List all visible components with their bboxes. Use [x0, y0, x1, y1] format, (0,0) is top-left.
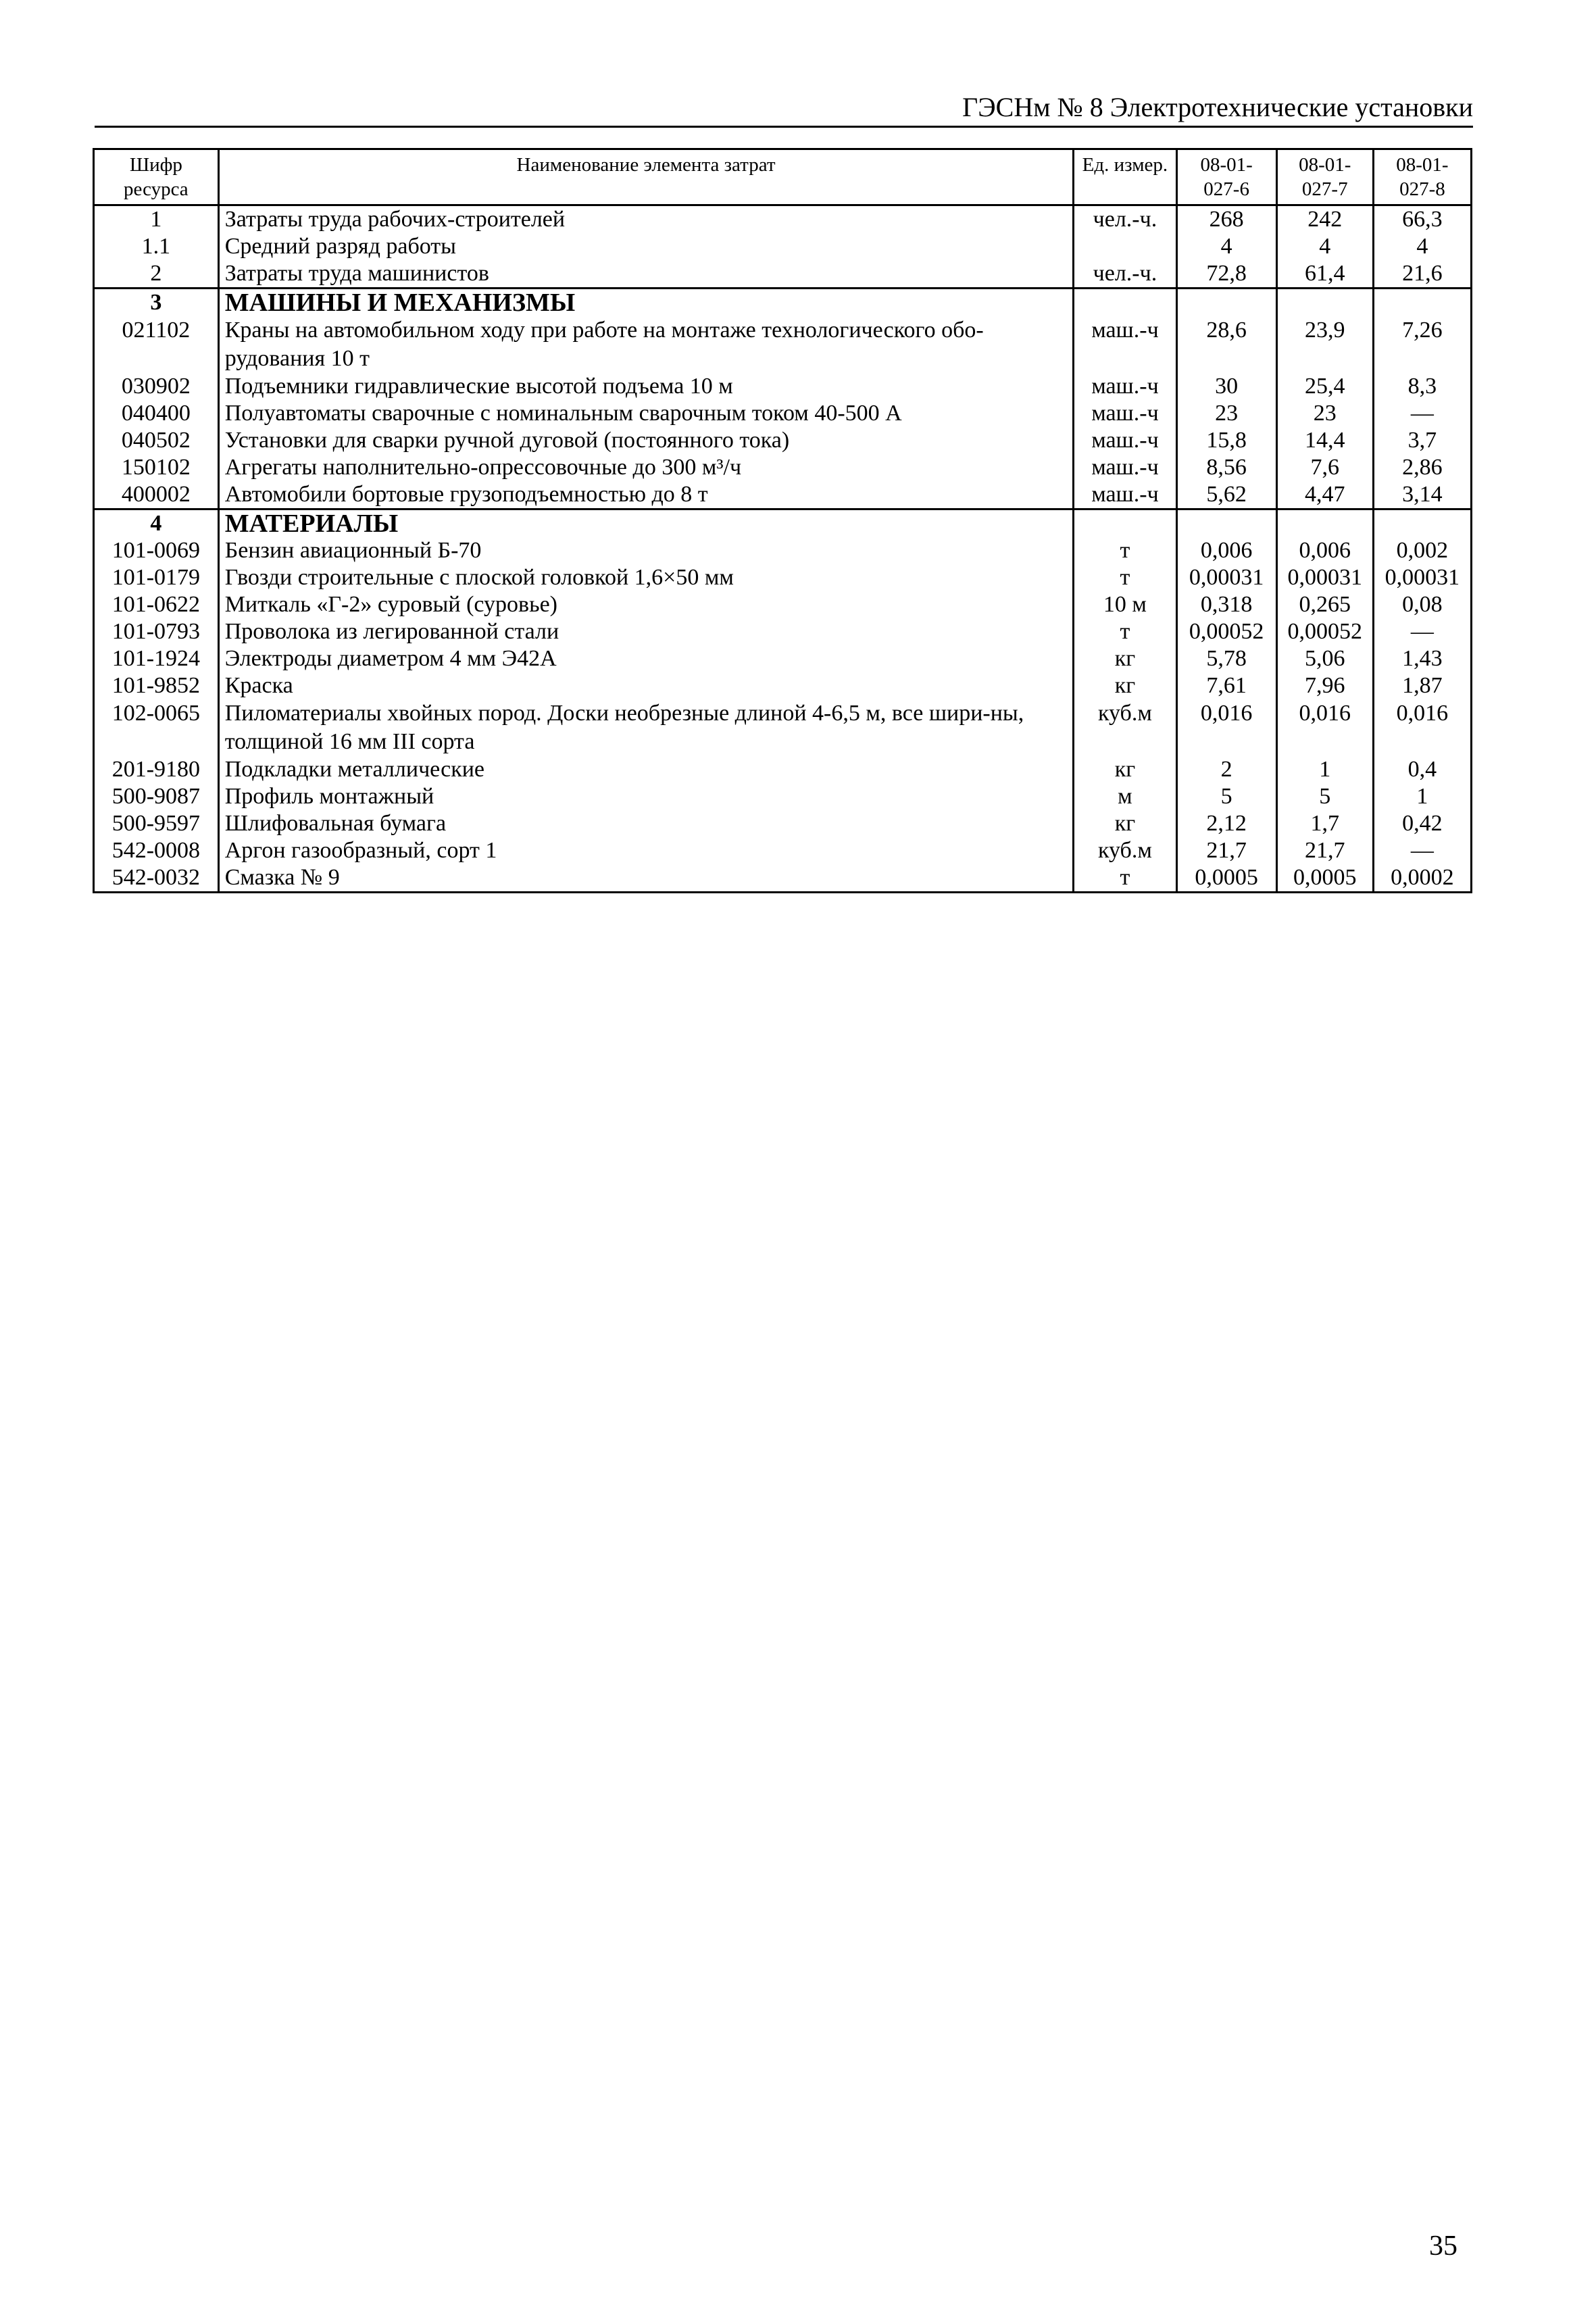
value-norm-2: 0,00052 [1276, 618, 1373, 645]
value-norm-1: 0,00031 [1176, 564, 1276, 591]
resource-unit: маш.-ч [1074, 454, 1176, 481]
page-header [95, 89, 1473, 128]
resource-code: 040502 [94, 427, 219, 454]
resource-name: Краны на автомобильном ходу при работе на монтаже технологического обо-рудования 10 т [218, 316, 1074, 373]
value-norm-3: 3,7 [1373, 427, 1471, 454]
resource-code: 2 [94, 260, 219, 289]
resource-code: 201-9180 [94, 756, 219, 783]
resource-name: Миткаль «Г-2» суровый (суровье) [218, 591, 1074, 618]
value-norm-3: 2,86 [1373, 454, 1471, 481]
value-norm-3: — [1373, 837, 1471, 864]
value-norm-1: 4 [1176, 233, 1276, 260]
value-norm-1: 23 [1176, 400, 1276, 427]
value-norm-2: 5,06 [1276, 645, 1373, 672]
resource-code: 400002 [94, 481, 219, 509]
value-norm-3: 1,87 [1373, 672, 1471, 699]
section-code: 3 [94, 289, 219, 317]
resource-name: Подкладки металлические [218, 756, 1074, 783]
value-norm-2: 23,9 [1276, 316, 1373, 373]
table-row [94, 481, 1472, 509]
table-row [94, 756, 1472, 783]
value-norm-1: 5,62 [1176, 481, 1276, 509]
column-header-unit: Ед. измер. [1074, 149, 1176, 205]
resource-code: 030902 [94, 373, 219, 400]
resource-name: Профиль монтажный [218, 783, 1074, 810]
value-norm-3: 21,6 [1373, 260, 1471, 289]
value-norm-3: 1 [1373, 783, 1471, 810]
table-row [94, 400, 1472, 427]
resource-code: 101-0793 [94, 618, 219, 645]
resource-unit: кг [1074, 810, 1176, 837]
value-norm-1: 30 [1176, 373, 1276, 400]
value-norm-2: 0,00031 [1276, 564, 1373, 591]
value-norm-3: 4 [1373, 233, 1471, 260]
resource-name: Автомобили бортовые грузоподъемностью до 8 т [218, 481, 1074, 509]
resource-code: 101-9852 [94, 672, 219, 699]
value-norm-1 [1176, 289, 1276, 317]
value-norm-1: 0,0005 [1176, 864, 1276, 893]
resource-code: 102-0065 [94, 699, 219, 756]
resource-code: 1.1 [94, 233, 219, 260]
section-title: МАТЕРИАЛЫ [218, 509, 1074, 538]
value-norm-1: 0,318 [1176, 591, 1276, 618]
value-norm-3: 66,3 [1373, 205, 1471, 234]
resource-unit: чел.-ч. [1074, 260, 1176, 289]
value-norm-3: 0,0002 [1373, 864, 1471, 893]
table-row [94, 427, 1472, 454]
value-norm-3: — [1373, 618, 1471, 645]
table-row [94, 591, 1472, 618]
table-row [94, 454, 1472, 481]
value-norm-2: 61,4 [1276, 260, 1373, 289]
value-norm-1: 7,61 [1176, 672, 1276, 699]
value-norm-3: 0,016 [1373, 699, 1471, 756]
resource-code: 040400 [94, 400, 219, 427]
value-norm-1: 268 [1176, 205, 1276, 234]
resource-name: Аргон газообразный, сорт 1 [218, 837, 1074, 864]
value-norm-2: 14,4 [1276, 427, 1373, 454]
page-number: 35 [1429, 2231, 1457, 2262]
resource-code: 542-0032 [94, 864, 219, 893]
resource-unit: кг [1074, 756, 1176, 783]
table-row [94, 672, 1472, 699]
table-row [94, 373, 1472, 400]
value-norm-3: 7,26 [1373, 316, 1471, 373]
resource-name: Бензин авиационный Б-70 [218, 537, 1074, 564]
section-code: 4 [94, 509, 219, 538]
value-norm-1: 0,00052 [1176, 618, 1276, 645]
resource-unit: маш.-ч [1074, 400, 1176, 427]
resource-unit: кг [1074, 645, 1176, 672]
resource-name: Подъемники гидравлические высотой подъема 10 м [218, 373, 1074, 400]
value-norm-3: 8,3 [1373, 373, 1471, 400]
value-norm-2 [1276, 289, 1373, 317]
resource-unit: маш.-ч [1074, 427, 1176, 454]
resource-name: Пиломатериалы хвойных пород. Доски необрезные длиной 4-6,5 м, все шири-ны, толщиной 16 мм III сорта [218, 699, 1074, 756]
resource-unit [1074, 289, 1176, 317]
value-norm-2: 5 [1276, 783, 1373, 810]
resource-table [93, 148, 1472, 893]
value-norm-2: 7,96 [1276, 672, 1373, 699]
resource-name: Затраты труда машинистов [218, 260, 1074, 289]
resource-name: Шлифовальная бумага [218, 810, 1074, 837]
value-norm-1 [1176, 509, 1276, 538]
table-row [94, 205, 1472, 234]
value-norm-2: 1,7 [1276, 810, 1373, 837]
resource-code: 101-0179 [94, 564, 219, 591]
resource-code: 021102 [94, 316, 219, 373]
resource-name: Затраты труда рабочих-строителей [218, 205, 1074, 234]
value-norm-2: 25,4 [1276, 373, 1373, 400]
value-norm-3: 0,08 [1373, 591, 1471, 618]
table-row [94, 618, 1472, 645]
resource-unit [1074, 509, 1176, 538]
resource-name: Проволока из легированной стали [218, 618, 1074, 645]
value-norm-3: 1,43 [1373, 645, 1471, 672]
value-norm-3: 0,00031 [1373, 564, 1471, 591]
resource-unit: маш.-ч [1074, 316, 1176, 373]
resource-name: Краска [218, 672, 1074, 699]
value-norm-1: 0,016 [1176, 699, 1276, 756]
value-norm-3: 0,002 [1373, 537, 1471, 564]
value-norm-2: 4,47 [1276, 481, 1373, 509]
section-row-materials [94, 509, 1472, 538]
resource-code: 101-0622 [94, 591, 219, 618]
resource-name: Средний разряд работы [218, 233, 1074, 260]
resource-code: 101-1924 [94, 645, 219, 672]
resource-name: Полуавтоматы сварочные с номинальным сварочным током 40-500 А [218, 400, 1074, 427]
table-row [94, 699, 1472, 756]
value-norm-2: 0,016 [1276, 699, 1373, 756]
value-norm-2: 0,265 [1276, 591, 1373, 618]
table-row [94, 645, 1472, 672]
resource-code: 1 [94, 205, 219, 234]
value-norm-1: 5 [1176, 783, 1276, 810]
value-norm-2: 1 [1276, 756, 1373, 783]
value-norm-2: 0,006 [1276, 537, 1373, 564]
resource-unit [1074, 233, 1176, 260]
value-norm-2: 242 [1276, 205, 1373, 234]
section-title: МАШИНЫ И МЕХАНИЗМЫ [218, 289, 1074, 317]
resource-code: 150102 [94, 454, 219, 481]
value-norm-2: 4 [1276, 233, 1373, 260]
column-header-norm-1: 08-01- 027-6 [1176, 149, 1276, 205]
resource-code: 542-0008 [94, 837, 219, 864]
resource-code: 500-9597 [94, 810, 219, 837]
value-norm-2: 21,7 [1276, 837, 1373, 864]
resource-unit: 10 м [1074, 591, 1176, 618]
column-header-norm-3: 08-01- 027-8 [1373, 149, 1471, 205]
page-header-title: ГЭСНм № 8 Электротехнические установки [962, 92, 1473, 122]
resource-unit: т [1074, 618, 1176, 645]
value-norm-2 [1276, 509, 1373, 538]
resource-unit: маш.-ч [1074, 481, 1176, 509]
resource-unit: куб.м [1074, 699, 1176, 756]
resource-name: Установки для сварки ручной дуговой (постоянного тока) [218, 427, 1074, 454]
value-norm-1: 21,7 [1176, 837, 1276, 864]
value-norm-1: 2,12 [1176, 810, 1276, 837]
value-norm-3: 0,4 [1373, 756, 1471, 783]
resource-name: Агрегаты наполнительно-опрессовочные до 300 м³/ч [218, 454, 1074, 481]
resource-name: Электроды диаметром 4 мм Э42А [218, 645, 1074, 672]
resource-unit: маш.-ч [1074, 373, 1176, 400]
resource-unit: кг [1074, 672, 1176, 699]
value-norm-1: 15,8 [1176, 427, 1276, 454]
resource-unit: чел.-ч. [1074, 205, 1176, 234]
resource-name: Смазка № 9 [218, 864, 1074, 893]
table-row [94, 233, 1472, 260]
resource-unit: м [1074, 783, 1176, 810]
resource-unit: т [1074, 537, 1176, 564]
value-norm-2: 0,0005 [1276, 864, 1373, 893]
table-row [94, 564, 1472, 591]
table-row [94, 810, 1472, 837]
table-row [94, 864, 1472, 893]
table-row [94, 260, 1472, 289]
value-norm-1: 2 [1176, 756, 1276, 783]
value-norm-3: 0,42 [1373, 810, 1471, 837]
resource-unit: т [1074, 564, 1176, 591]
column-header-name: Наименование элемента затрат [218, 149, 1074, 205]
table-header-row [94, 149, 1472, 205]
value-norm-3: 3,14 [1373, 481, 1471, 509]
table-row [94, 316, 1472, 373]
column-header-code: Шифр ресурса [94, 149, 219, 205]
resource-code: 101-0069 [94, 537, 219, 564]
value-norm-3 [1373, 509, 1471, 538]
resource-code: 500-9087 [94, 783, 219, 810]
resource-unit: т [1074, 864, 1176, 893]
value-norm-3: — [1373, 400, 1471, 427]
resource-unit: куб.м [1074, 837, 1176, 864]
value-norm-1: 0,006 [1176, 537, 1276, 564]
value-norm-1: 72,8 [1176, 260, 1276, 289]
value-norm-3 [1373, 289, 1471, 317]
value-norm-1: 28,6 [1176, 316, 1276, 373]
value-norm-1: 5,78 [1176, 645, 1276, 672]
column-header-norm-2: 08-01- 027-7 [1276, 149, 1373, 205]
value-norm-1: 8,56 [1176, 454, 1276, 481]
table-row [94, 783, 1472, 810]
value-norm-2: 7,6 [1276, 454, 1373, 481]
section-row-machines [94, 289, 1472, 317]
value-norm-2: 23 [1276, 400, 1373, 427]
resource-name: Гвозди строительные с плоской головкой 1,6×50 мм [218, 564, 1074, 591]
table-row [94, 537, 1472, 564]
table-row [94, 837, 1472, 864]
